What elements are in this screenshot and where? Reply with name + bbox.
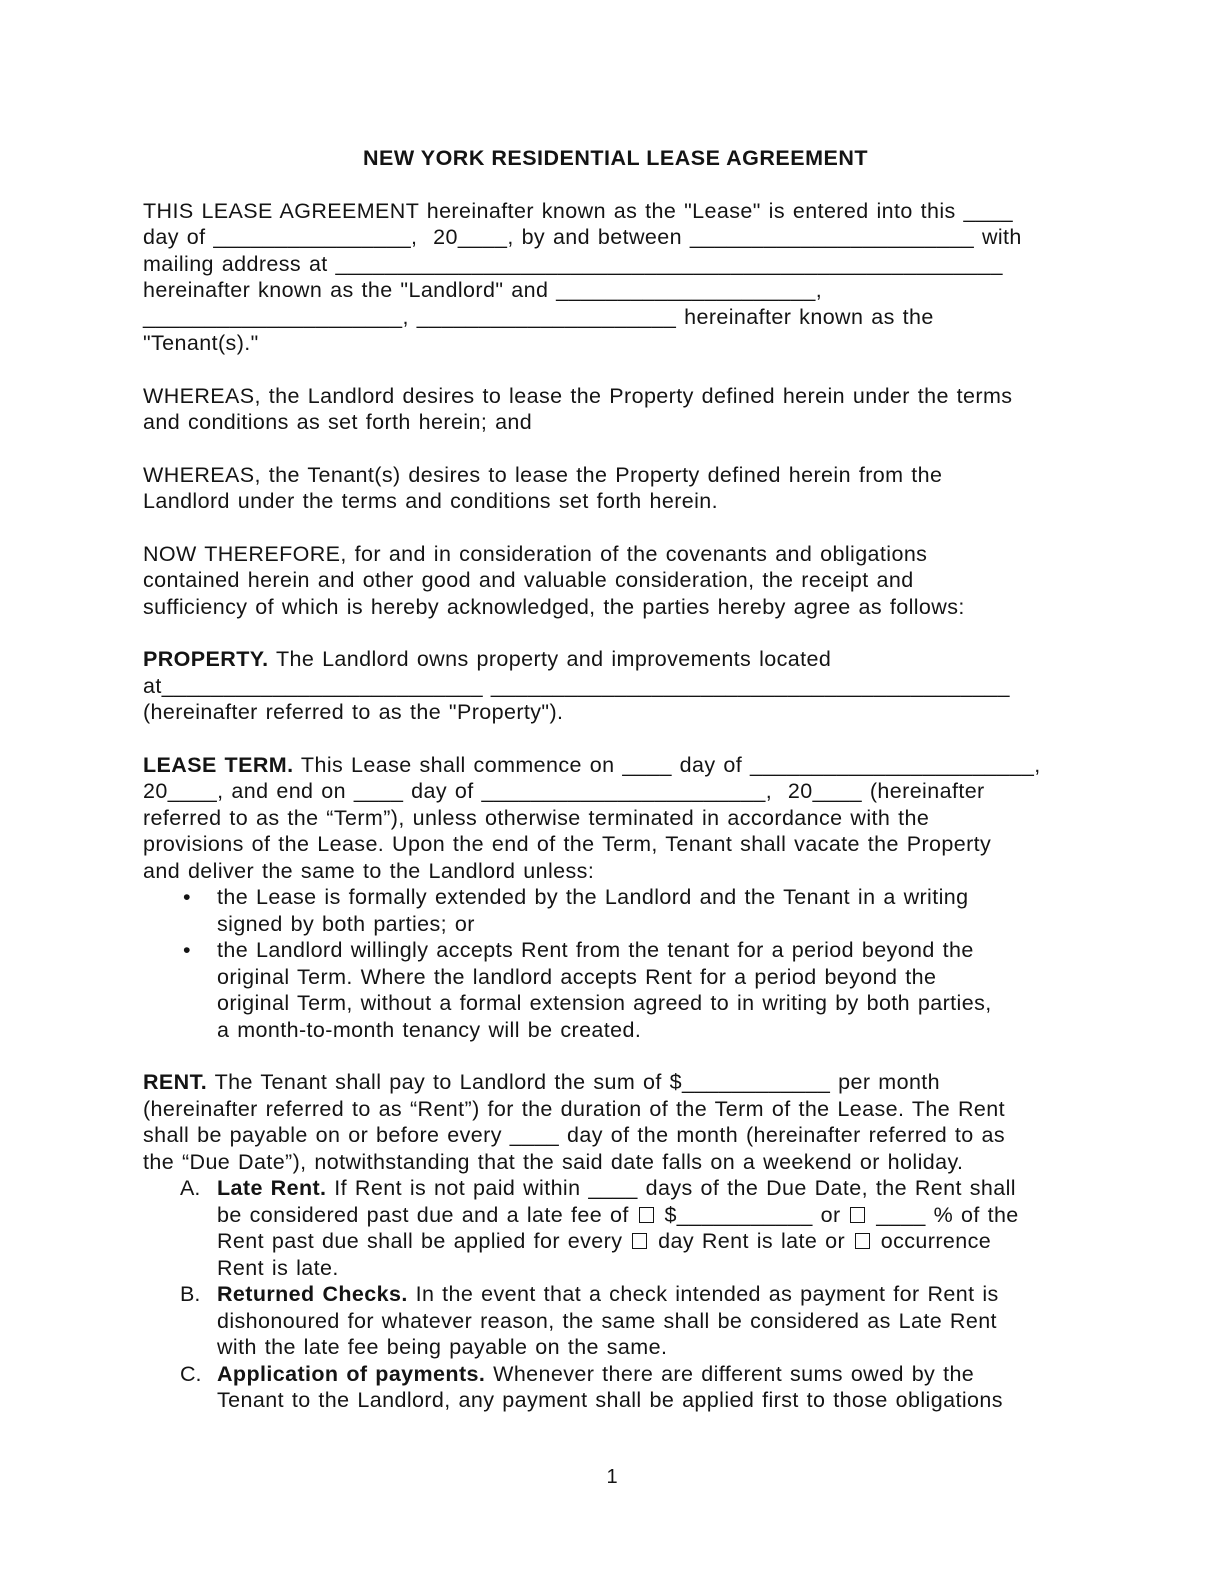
item-heading-late-rent: Late Rent. bbox=[217, 1176, 327, 1200]
list-item bbox=[143, 884, 1088, 937]
text-line: day of ________________, 20____, by and between _______________________ with bbox=[143, 225, 1022, 249]
checkbox-icon bbox=[639, 1207, 654, 1223]
text-line: and deliver the same to the Landlord unless: bbox=[143, 858, 595, 883]
text-line: referred to as the “Term”), unless otherwise terminated in accordance with the bbox=[143, 805, 930, 830]
text-run: In the event that a check intended as payment for Rent is bbox=[407, 1282, 999, 1306]
text-run: The Tenant shall pay to Landlord the sum of $____________ per month bbox=[207, 1070, 941, 1094]
checkbox-icon bbox=[855, 1233, 870, 1249]
text-line: the “Due Date”), notwithstanding that the said date falls on a weekend or holiday. bbox=[143, 1149, 964, 1174]
text-line: mailing address at ______________________________________________________ bbox=[143, 251, 1003, 276]
text-line bbox=[143, 646, 1088, 673]
text-run: $___________ or bbox=[656, 1202, 849, 1227]
text-line: the Landlord willingly accepts Rent from the tenant for a period beyond the bbox=[217, 938, 974, 962]
bullet-text bbox=[217, 884, 969, 937]
text-line bbox=[217, 1281, 999, 1308]
text-run: The Landlord owns property and improvements located bbox=[268, 647, 832, 671]
section-heading-property: PROPERTY. bbox=[143, 647, 269, 671]
text-run: ____ % of the bbox=[868, 1202, 1019, 1227]
text-line: (hereinafter referred to as the "Property"). bbox=[143, 700, 564, 724]
list-letter: B. bbox=[180, 1282, 201, 1306]
item-text bbox=[217, 1361, 1003, 1414]
lease-term-clause bbox=[143, 752, 1088, 1044]
text-run: be considered past due and a late fee of bbox=[217, 1202, 637, 1227]
text-line: _____________________, _____________________ hereinafter known as the bbox=[143, 304, 934, 329]
text-line: with the late fee being payable on the same. bbox=[217, 1335, 668, 1359]
text-line: Rent is late. bbox=[217, 1255, 339, 1280]
text-line: and conditions as set forth herein; and bbox=[143, 410, 533, 434]
item-heading-application-of-payments: Application of payments. bbox=[217, 1361, 486, 1386]
item-text bbox=[217, 1281, 999, 1361]
whereas-landlord-clause bbox=[143, 383, 1088, 436]
text-line bbox=[217, 1175, 1019, 1202]
checkbox-icon bbox=[632, 1233, 647, 1249]
item-heading-returned-checks: Returned Checks. bbox=[217, 1282, 408, 1306]
text-line: (hereinafter referred to as “Rent”) for the duration of the Term of the Lease. The Rent bbox=[143, 1096, 1005, 1121]
text-line bbox=[217, 1202, 1019, 1229]
late-rent-item bbox=[143, 1175, 1088, 1281]
consideration-clause bbox=[143, 541, 1088, 621]
text-line: sufficiency of which is hereby acknowledged, the parties hereby agree as follows: bbox=[143, 594, 965, 619]
list-letter: C. bbox=[180, 1361, 202, 1386]
text-line: hereinafter known as the "Landlord" and _____________________, bbox=[143, 278, 823, 302]
text-line bbox=[217, 1361, 1003, 1388]
text-line bbox=[143, 1069, 1088, 1096]
list-item bbox=[143, 937, 1088, 1043]
returned-checks-item bbox=[143, 1281, 1088, 1361]
bullet-icon: • bbox=[183, 885, 191, 909]
page-number: 1 bbox=[606, 1466, 618, 1488]
item-text bbox=[217, 1175, 1019, 1281]
text-line: THIS LEASE AGREEMENT hereinafter known as the "Lease" is entered into this ____ bbox=[143, 198, 1013, 223]
rent-clause bbox=[143, 1069, 1088, 1414]
lease-document-page bbox=[143, 145, 1088, 1414]
text-run: Whenever there are different sums owed by the bbox=[485, 1361, 975, 1386]
bullet-icon: • bbox=[183, 938, 191, 962]
text-line: original Term, without a formal extension agreed to in writing by both parties, bbox=[217, 991, 992, 1015]
text-run: day Rent is late or bbox=[650, 1229, 853, 1253]
property-clause bbox=[143, 646, 1088, 726]
text-line: dishonoured for whatever reason, the same shall be considered as Late Rent bbox=[217, 1308, 997, 1333]
text-line: shall be payable on or before every ____ day of the month (hereinafter referred to as bbox=[143, 1123, 1006, 1147]
bullet-text bbox=[217, 937, 992, 1043]
text-line: contained herein and other good and valuable consideration, the receipt and bbox=[143, 568, 914, 592]
text-line: original Term. Where the landlord accepts Rent for a period beyond the bbox=[217, 964, 937, 989]
checkbox-icon bbox=[850, 1207, 865, 1223]
document-title: NEW YORK RESIDENTIAL LEASE AGREEMENT bbox=[363, 146, 868, 170]
text-line: signed by both parties; or bbox=[217, 911, 475, 936]
text-line: provisions of the Lease. Upon the end of the Term, Tenant shall vacate the Property bbox=[143, 832, 992, 856]
text-line: Tenant to the Landlord, any payment shall be applied first to those obligations bbox=[217, 1388, 1003, 1412]
text-run: This Lease shall commence on ____ day of _______________________, bbox=[293, 752, 1041, 777]
section-heading-rent: RENT. bbox=[143, 1070, 208, 1094]
text-line bbox=[217, 1228, 1019, 1255]
text-run: If Rent is not paid within ____ days of the Due Date, the Rent shall bbox=[326, 1176, 1016, 1200]
text-line: WHEREAS, the Landlord desires to lease the Property defined herein under the terms bbox=[143, 383, 1013, 408]
text-line: 20____, and end on ____ day of _______________________, 20____ (hereinafter bbox=[143, 779, 985, 803]
text-line bbox=[143, 752, 1088, 779]
list-letter: A. bbox=[180, 1176, 201, 1200]
application-of-payments-item bbox=[143, 1361, 1088, 1414]
text-line: Landlord under the terms and conditions set forth herein. bbox=[143, 489, 719, 513]
intro-clause bbox=[143, 198, 1088, 357]
text-line: the Lease is formally extended by the Landlord and the Tenant in a writing bbox=[217, 885, 969, 909]
section-heading-lease-term: LEASE TERM. bbox=[143, 752, 294, 777]
text-line: "Tenant(s)." bbox=[143, 331, 259, 355]
text-line: a month-to-month tenancy will be created. bbox=[217, 1017, 642, 1042]
whereas-tenant-clause bbox=[143, 462, 1088, 515]
text-run: Rent past due shall be applied for every bbox=[217, 1229, 631, 1253]
text-line: NOW THEREFORE, for and in consideration of the covenants and obligations bbox=[143, 541, 928, 566]
text-line: at__________________________ __________________________________________ bbox=[143, 673, 1010, 698]
text-run: occurrence bbox=[872, 1229, 992, 1253]
text-line: WHEREAS, the Tenant(s) desires to lease the Property defined herein from the bbox=[143, 462, 943, 487]
